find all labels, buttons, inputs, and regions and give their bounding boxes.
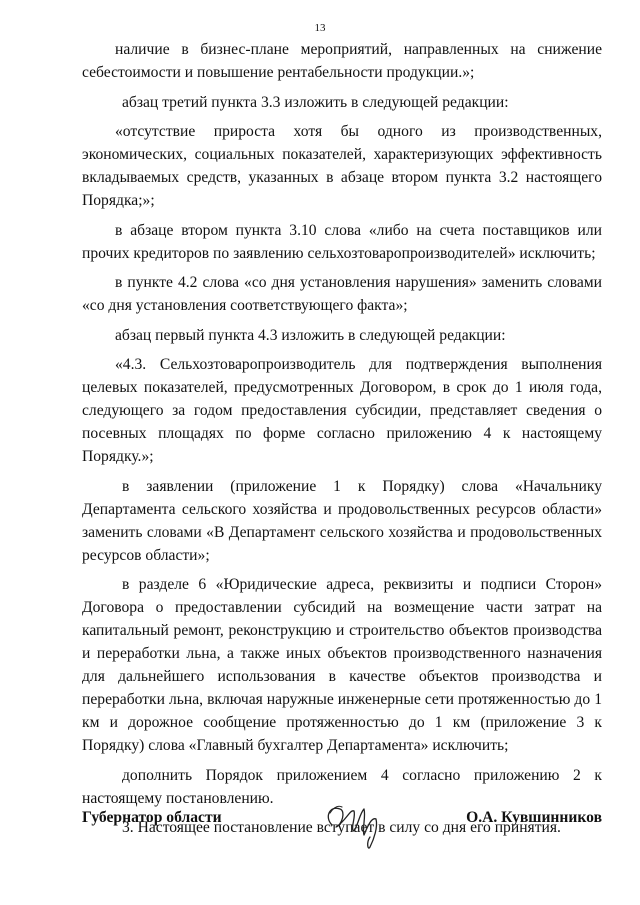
document-body <box>82 38 602 846</box>
paragraph-1: наличие в бизнес-плане мероприятий, направленных на снижение себестоимости и повышение рентабельности продукции.»; <box>82 41 602 81</box>
signatory-title: Губернатор области <box>82 809 222 826</box>
paragraph-2: абзац третий пункта 3.3 изложить в следующей редакции: <box>122 93 509 111</box>
paragraph-3: «отсутствие прироста хотя бы одного из производственных, экономических, социальных показателей, характеризующих эффективность вкладываемых средств, указанных в абзаце втором пункта 3.2 настоящего Порядка;»; <box>82 123 602 209</box>
page-number: 13 <box>314 22 326 34</box>
paragraph-10: дополнить Порядок приложением 4 согласно приложению 2 к настоящему постановлению. <box>82 766 602 807</box>
paragraph-5: в пункте 4.2 слова «со дня установления нарушения» заменить словами «со дня установления соответствующего факта»; <box>82 274 602 314</box>
paragraph-8: в заявлении (приложение 1 к Порядку) слова «Начальнику Департамента сельского хозяйства и продовольственных ресурсов области» заменить словами «В Департамент сельского хозяйства и продовольственных ресурсов области»; <box>82 477 602 564</box>
signatory-name: О.А. Кувшинников <box>466 809 602 826</box>
paragraph-9: в разделе 6 «Юридические адреса, реквизиты и подписи Сторон» Договора о предоставлении субсидий на возмещение части затрат на капитальный ремонт, реконструкцию и строительство объектов производства и переработки льна, а также иных объектов производственного назначения для дальнейшего использования в качестве объектов производства и переработки льна, включая наружные инженерные сети протяженностью до 1 км и дорожное сообщение протяженностью до 1 км (приложение 3 к Порядку) слова «Главный бухгалтер Департамента» исключить; <box>82 576 602 754</box>
paragraph-4: в абзаце втором пункта 3.10 слова «либо на счета поставщиков или прочих кредиторов по заявлению сельхозтоваропроизводителей» исключить; <box>82 221 602 262</box>
paragraph-6: абзац первый пункта 4.3 изложить в следующей редакции: <box>115 326 506 344</box>
paragraph-7: «4.3. Сельхозтоваропроизводитель для подтверждения выполнения целевых показателей, предусмотренных Договором, в срок до 1 июля года, следующего за годом предоставления субсидии, представляет сведения о посевных площадях по форме согласно приложению 4 к настоящему Порядку.»; <box>82 356 602 465</box>
handwritten-signature <box>320 795 390 855</box>
paragraph-11: 3. Настоящее постановление вступает в силу со дня его принятия. <box>122 819 561 836</box>
